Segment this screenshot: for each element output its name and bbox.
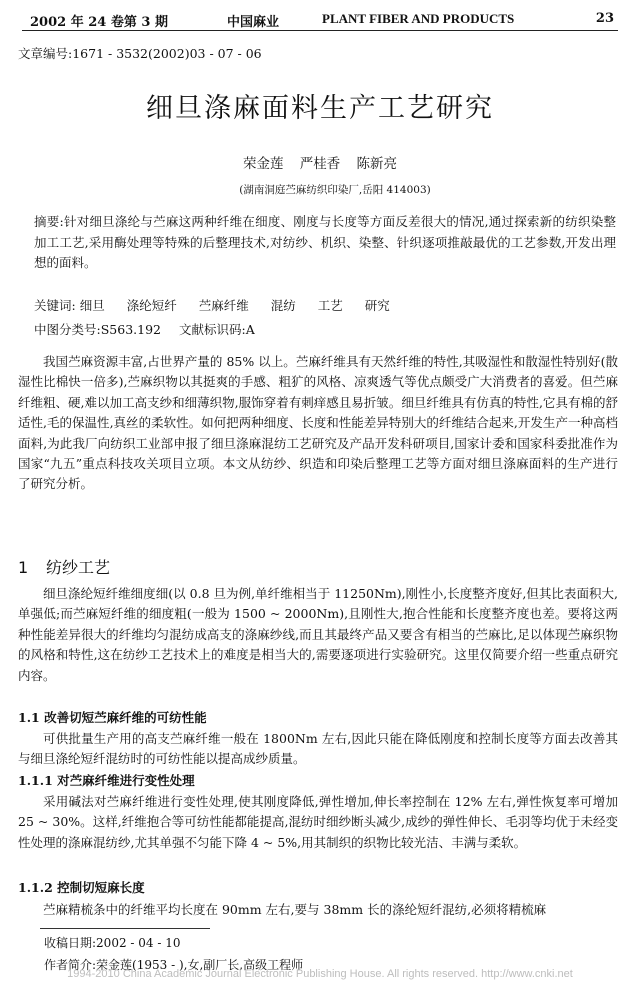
keyword: 研究: [364, 298, 390, 313]
affiliation: (湖南洞庭苎麻纺织印染厂,岳阳 414003): [239, 184, 431, 196]
subsection-title: 控制切短麻长度: [57, 880, 145, 895]
keywords-label: 关键词:: [34, 298, 76, 313]
subsection-number: 1.1.1: [18, 773, 53, 788]
section-heading: [18, 555, 110, 578]
keywords: [34, 296, 408, 314]
subsection-paragraph: 苎麻精梳条中的纤维平均长度在 90mm 左右,要与 38mm 长的涤纶短纤混纺,必须将精梳麻: [43, 902, 547, 917]
keyword: 混纺: [270, 298, 296, 313]
abstract-label: 摘要:: [34, 214, 64, 229]
subsection-number: 1.1.2: [18, 880, 53, 895]
doc-code-label: 文献标识码:: [178, 322, 246, 337]
subsection-heading: [18, 708, 207, 726]
clc-value: S563.192: [100, 322, 161, 337]
section-number: 1: [18, 558, 29, 577]
section-title: 纺纱工艺: [46, 558, 111, 577]
subsection-heading: [18, 771, 195, 789]
journal-name-cn: 中国麻业: [227, 15, 280, 30]
footnote-divider: [40, 928, 210, 929]
subsection-paragraph: 采用碱法对苎麻纤维进行变性处理,使其刚度降低,弹性增加,伸长率控制在 12% 左右,弹性恢复率可增加 25 ~ 30%。这样,纤维抱合等可纺性能都能提高,混纺时细纱断头减少,成纱的弹性伸长、毛羽等均优于未经变性处理的涤麻混纺纱,尤其单强不匀能下降 4 ~ 5%,用其制织的织物比较光洁、丰满与柔软。: [18, 794, 618, 850]
journal-name-en: PLANT FIBER AND PRODUCTS: [322, 11, 515, 26]
doc-code-value: A: [245, 322, 255, 337]
subsection-title: 改善切短苎麻纤维的可纺性能: [44, 710, 207, 725]
copyright-watermark: 1994-2010 China Academic Journal Electronic Publishing House. All rights reserved. http://www.cnki.net: [67, 968, 573, 980]
intro-paragraph: 我国苎麻资源丰富,占世界产量的 85% 以上。苎麻纤维具有天然纤维的特性,其吸湿性和散湿性特别好(散湿性比棉快一倍多),苎麻织物以其挺爽的手感、粗犷的风格、凉爽透气等优点颇受广大消费者的喜爱。但苎麻纤维粗、硬,难以加工高支纱和细薄织物,服饰穿着有刺痒感且易折皱。细旦纤维具有仿真的特性,它具有棉的舒适性,毛的保温性,真丝的柔软性。如何把两种细度、长度和性能差异特别大的纤维结合起来,开发生产一种高档面料,为此我厂向纺织工业部申报了细旦涤麻混纺工艺研究及产品开发科研项目,国家计委和国家科委批准作为国家“九五”重点科技攻关项目立项。本文从纺纱、织造和印染后整理工艺等方面对细旦涤麻面料的生产进行了研究分析。: [18, 354, 618, 492]
subsection-number: 1.1: [18, 710, 40, 725]
classification: [34, 320, 255, 338]
clc-label: 中图分类号:: [34, 322, 101, 337]
article-number: 文章编号:1671 - 3532(2002)03 - 07 - 06: [18, 46, 262, 61]
author-bio: 作者简介:荣金莲(1953 - ),女,副厂长,高级工程师: [44, 958, 304, 972]
authors: 荣金莲 严桂香 陈新亮: [242, 156, 398, 172]
article-title: 细旦涤麻面料生产工艺研究: [146, 93, 494, 124]
subsection-heading: [18, 878, 145, 896]
abstract: [34, 212, 616, 274]
subsection-paragraph: 可供批量生产用的高支苎麻纤维一般在 1800Nm 左右,因此只能在降低刚度和控制长度等方面去改善其与细旦涤纶短纤混纺时的可纺性能以提高成纱质量。: [18, 731, 618, 767]
section-paragraph: 细旦涤纶短纤维细度细(以 0.8 旦为例,单纤维相当于 11250Nm),刚性小,长度整齐度好,但其比表面积大,单强低;而苎麻短纤维的细度粗(一般为 1500 ~ 2000Nm),且刚性大,抱合性能和长度整齐度也差。要将这两种性能差异很大的纤维均匀混纺成高支的涤麻纱线,而且其最终产品又要含有相当的苎麻比,足以体现苎麻织物的风格和特性,这在纺纱工艺技术上的难度是相当大的,需要逐项进行实验研究。这里仅简要介绍一些重点研究内容。: [18, 586, 618, 683]
keyword: 工艺: [317, 298, 343, 313]
keyword: 苎麻纤维: [198, 298, 249, 313]
running-header: [22, 8, 618, 31]
keyword: 涤纶短纤: [126, 298, 177, 313]
page-number: 23: [595, 11, 614, 26]
issue-info: 2002 年 24 卷第 3 期: [30, 15, 168, 30]
received-date: 收稿日期:2002 - 04 - 10: [44, 936, 181, 950]
subsection-title: 对苎麻纤维进行变性处理: [57, 773, 195, 788]
keyword: 细旦: [79, 298, 105, 313]
abstract-text: 针对细旦涤纶与苎麻这两种纤维在细度、刚度与长度等方面反差很大的情况,通过探索新的纺织染整加工工艺,采用酶处理等特殊的后整理技术,对纺纱、机织、染整、针织逐项推敲最优的工艺参数,开发出理想的面料。: [34, 214, 616, 270]
